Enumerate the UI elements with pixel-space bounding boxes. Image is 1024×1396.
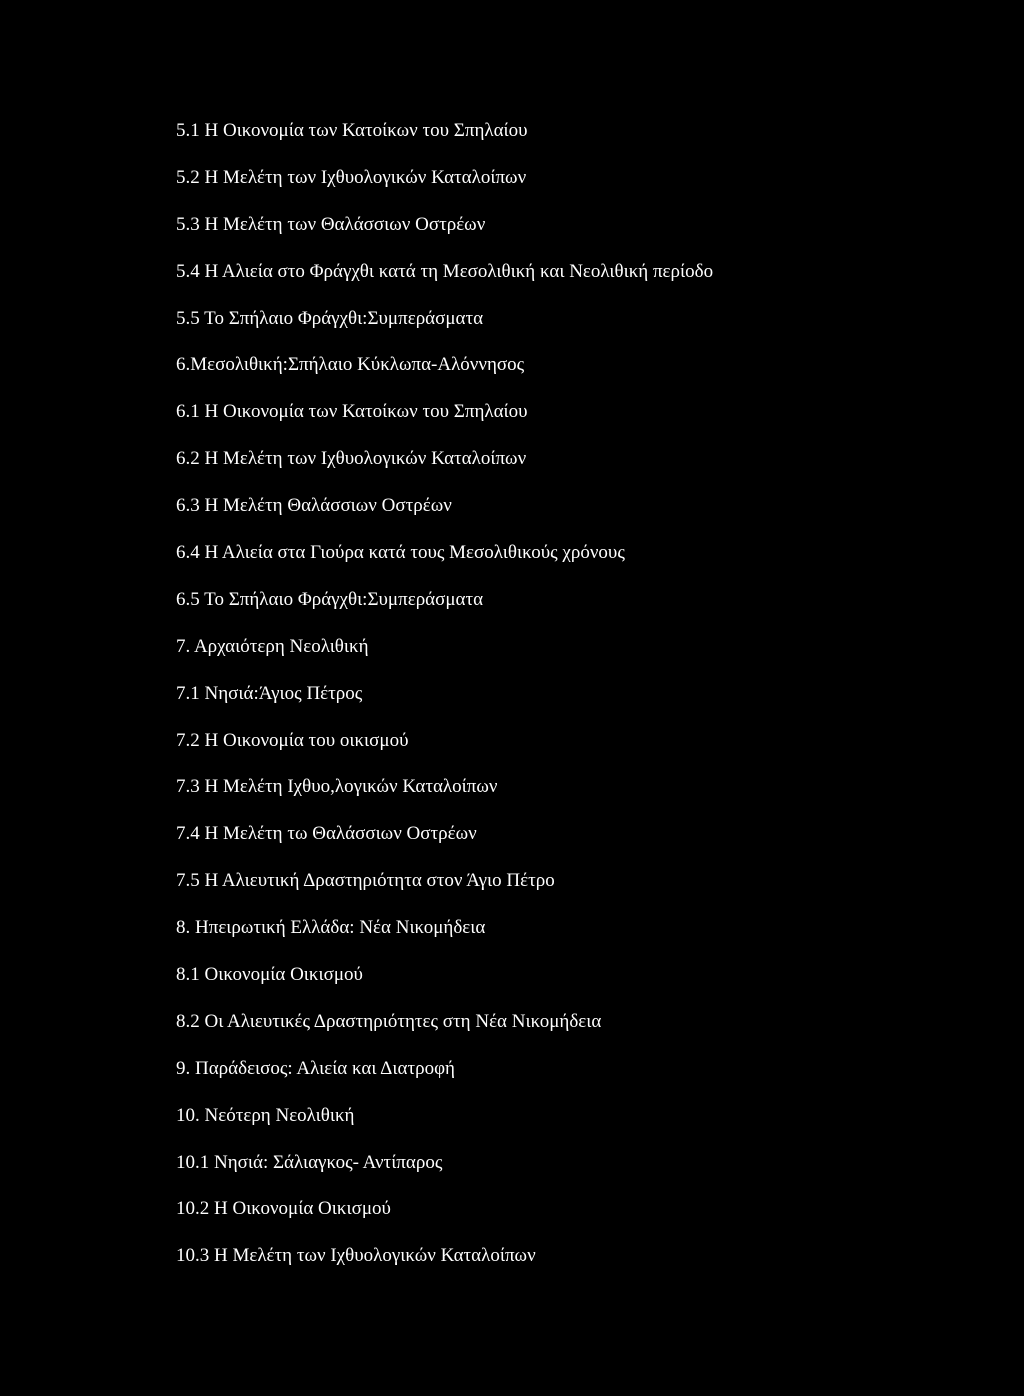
toc-entry-5-5: 5.5 Το Σπήλαιο Φράγχθι:Συμπεράσματα <box>176 307 484 329</box>
toc-entry-6-2: 6.2 Η Μελέτη των Ιχθυολογικών Καταλοίπων <box>176 448 527 470</box>
toc-entry-9: 9. Παράδεισος: Αλιεία και Διατροφή <box>176 1057 455 1079</box>
toc-entry-7-2: 7.2 Η Οικονομία του οικισμού <box>176 729 409 751</box>
toc-entry-7-4: 7.4 Η Μελέτη τω Θαλάσσιων Οστρέων <box>176 823 477 845</box>
toc-entry-8-2: 8.2 Οι Αλιευτικές Δραστηριότητες στη Νέα Νικομήδεια <box>176 1010 602 1032</box>
toc-entry-10-1: 10.1 Νησιά: Σάλιαγκος- Αντίπαρος <box>176 1151 443 1173</box>
toc-entry-7-1: 7.1 Νησιά:Άγιος Πέτρος <box>176 682 363 704</box>
toc-entry-10: 10. Νεότερη Νεολιθική <box>176 1104 355 1126</box>
toc-entry-8: 8. Ηπειρωτική Ελλάδα: Νέα Νικομήδεια <box>176 917 486 939</box>
table-of-contents <box>176 118 996 1290</box>
toc-entry-5-1: 5.1 Η Οικονομία των Κατοίκων του Σπηλαίου <box>176 120 528 141</box>
toc-entry-7-5: 7.5 Η Αλιευτική Δραστηριότητα στον Άγιο Πέτρο <box>176 870 555 892</box>
toc-entry-10-2: 10.2 Η Οικονομία Οικισμού <box>176 1198 391 1220</box>
toc-entry-7: 7. Αρχαιότερη Νεολιθική <box>176 635 369 657</box>
toc-entry-6: 6.Μεσολιθική:Σπήλαιο Κύκλωπα-Αλόννησος <box>176 354 525 376</box>
toc-entry-6-5: 6.5 Το Σπήλαιο Φράγχθι:Συμπεράσματα <box>176 588 484 610</box>
toc-entry-6-3: 6.3 Η Μελέτη Θαλάσσιων Οστρέων <box>176 495 452 517</box>
toc-entry-5-4: 5.4 Η Αλιεία στο Φράγχθι κατά τη Μεσολιθική και Νεολιθική περίοδο <box>176 260 714 282</box>
toc-entry-8-1: 8.1 Οικονομία Οικισμού <box>176 964 363 986</box>
toc-entry-6-1: 6.1 Η Οικονομία των Κατοίκων του Σπηλαίου <box>176 401 528 423</box>
toc-entry-5-3: 5.3 Η Μελέτη των Θαλάσσιων Οστρέων <box>176 213 486 235</box>
toc-entry-6-4: 6.4 Η Αλιεία στα Γιούρα κατά τους Μεσολιθικούς χρόνους <box>176 542 625 564</box>
toc-entry-10-3: 10.3 Η Μελέτη των Ιχθυολογικών Καταλοίπων <box>176 1245 536 1267</box>
toc-entry-5-2: 5.2 Η Μελέτη των Ιχθυολογικών Καταλοίπων <box>176 166 527 188</box>
toc-entry-7-3: 7.3 Η Μελέτη Ιχθυο,λογικών Καταλοίπων <box>176 776 498 798</box>
